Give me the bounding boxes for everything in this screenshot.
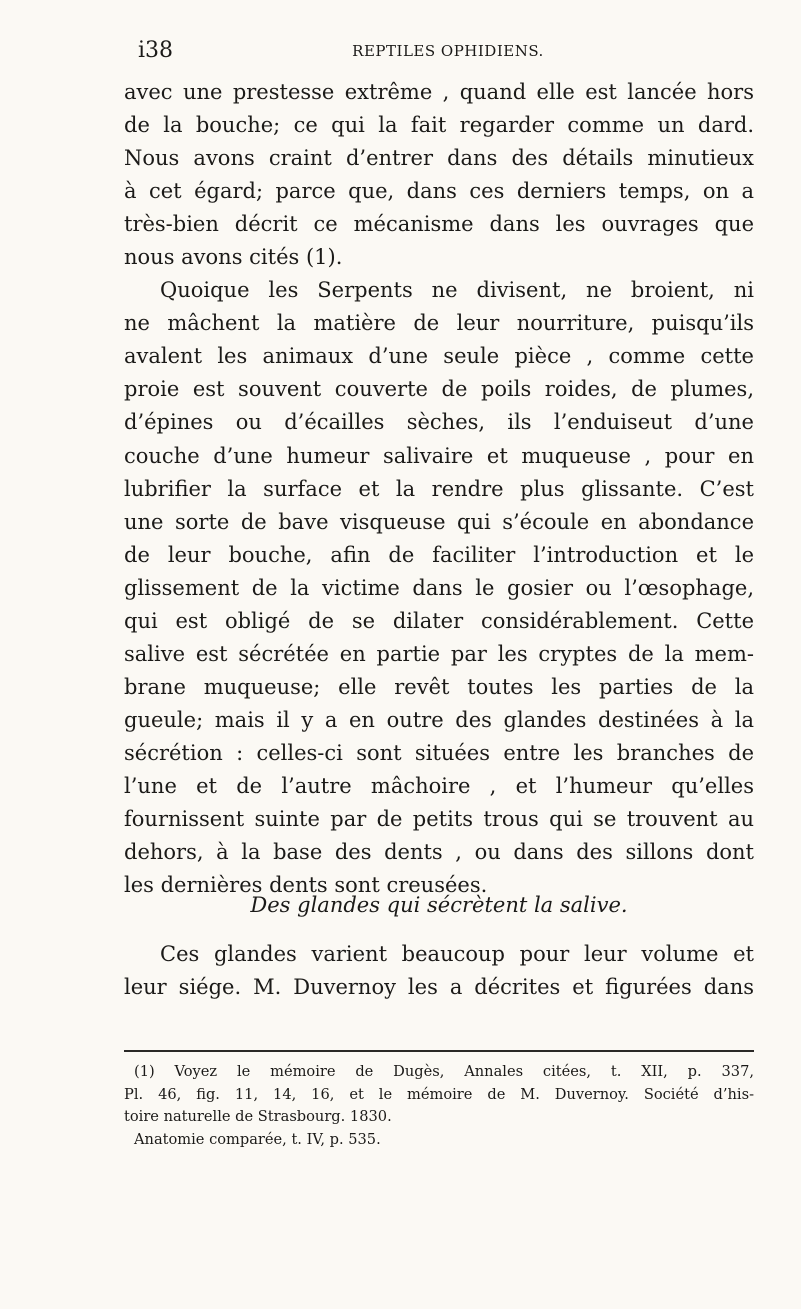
- text-line: fournissent suinte par de petits trous qui se trouvent au: [124, 807, 754, 832]
- text-line: une sorte de bave visqueuse qui s’écoule en abondance: [124, 509, 754, 534]
- text-line: sécrétion : celles-ci sont situées entre les branches de: [124, 740, 754, 765]
- text-line: de la bouche; ce qui la fait regarder comme un dard.: [124, 113, 754, 138]
- text-line: de leur bouche, afin de faciliter l’introduction et le: [124, 542, 754, 567]
- text-line: ne mâchent la matière de leur nourriture, puisqu’ils: [124, 311, 754, 336]
- text-line: proie est souvent couverte de poils roides, de plumes,: [124, 377, 754, 402]
- text-line: très-bien décrit ce mécanisme dans les ouvrages que: [124, 212, 754, 237]
- footnote-line: Pl. 46, fig. 11, 14, 16, et le mémoire de M. Duvernoy. Société d’his-: [124, 1085, 754, 1103]
- section-heading: Des glandes qui sécrètent la salive.: [250, 893, 628, 917]
- footnote: [124, 1061, 754, 1151]
- text-line: nous avons cités (1).: [124, 245, 343, 270]
- footnote-line: toire naturelle de Strasbourg. 1830.: [124, 1108, 392, 1125]
- page-number: i38: [138, 38, 174, 63]
- footnote-line: Anatomie comparée, t. IV, p. 535.: [134, 1130, 381, 1148]
- footnote-line: (1) Voyez le mémoire de Dugès, Annales citées, t. XII, p. 337,: [134, 1063, 754, 1080]
- text-line: Ces glandes varient beaucoup pour leur volume et: [160, 942, 754, 966]
- text-line: Quoique les Serpents ne divisent, ne broient, ni: [160, 278, 754, 303]
- main-text: [124, 76, 754, 902]
- running-head: [138, 38, 758, 68]
- text-line: salive est sécrétée en partie par les cryptes de la mem-: [124, 641, 754, 666]
- text-line: Nous avons craint d’entrer dans des détails minutieux: [124, 146, 754, 171]
- running-title: REPTILES OPHIDIENS.: [352, 42, 544, 60]
- text-line: brane muqueuse; elle revêt toutes les parties de la: [124, 674, 754, 699]
- text-line: d’épines ou d’écailles sèches, ils l’enduiseut d’une: [124, 410, 754, 435]
- text-line: avalent les animaux d’une seule pièce , comme cette: [124, 344, 754, 369]
- text-line: à cet égard; parce que, dans ces derniers temps, on a: [124, 179, 754, 204]
- text-line: qui est obligé de se dilater considérablement. Cette: [124, 608, 754, 633]
- text-line: avec une prestesse extrême , quand elle est lancée hors: [124, 80, 754, 104]
- text-line: gueule; mais il y a en outre des glandes destinées à la: [124, 707, 754, 732]
- text-line: couche d’une humeur salivaire et muqueuse , pour en: [124, 443, 754, 468]
- text-line: dehors, à la base des dents , ou dans des sillons dont: [124, 840, 754, 865]
- text-line: l’une et de l’autre mâchoire , et l’humeur qu’elles: [124, 773, 754, 798]
- footnote-divider: [124, 1050, 754, 1052]
- text-line: glissement de la victime dans le gosier ou l’œsophage,: [124, 575, 754, 600]
- text-line: leur siége. M. Duvernoy les a décrites et figurées dans: [124, 975, 754, 1000]
- text-line: lubrifier la surface et la rendre plus glissante. C’est: [124, 476, 754, 501]
- text-line: les dernières dents sont creusées.: [124, 873, 488, 898]
- section-text: [124, 938, 754, 1004]
